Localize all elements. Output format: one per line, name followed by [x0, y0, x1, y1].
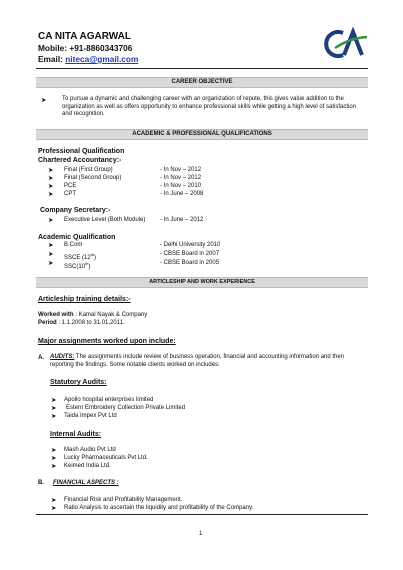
internal-item: Keimed India Ltd.	[64, 463, 111, 469]
ca-item-date: - In June – 2008	[160, 191, 204, 197]
arrow-icon: ➤	[48, 167, 54, 174]
financial-aspects-heading: FINANCIAL ASPECTS :	[53, 480, 119, 486]
articleship-bar: ARTICLESHIP AND WORK EXPERIENCE	[36, 277, 368, 288]
professional-qualification-heading: Professional Qualification	[38, 148, 125, 155]
ca-item-name: Final (Second Group)	[64, 175, 122, 181]
ca-item-name: Final (First Group)	[64, 167, 113, 173]
ca-item-name: PCE	[64, 183, 77, 189]
cs-heading: Company Secretary:-	[40, 207, 111, 214]
arrow-icon: ➤	[48, 260, 54, 267]
email-link[interactable]: niteca@gmail.com	[65, 54, 139, 64]
mobile-label: Mobile:	[38, 43, 70, 53]
internal-item: Lucky Pharmaceuticals Pvt Ltd.	[64, 455, 148, 461]
arrow-icon: ➤	[48, 191, 54, 198]
arrow-icon: ➤	[51, 463, 57, 470]
ca-item-date: - In Nov – 2012	[160, 167, 202, 173]
major-assignments-heading: Major assignments worked upon include:	[38, 338, 176, 345]
cs-item-date: - In June – 2012	[160, 217, 204, 223]
academic-item-name: B.Com	[64, 242, 83, 248]
arrow-icon: ➤	[51, 405, 57, 412]
email-label: Email:	[38, 54, 66, 64]
arrow-icon: ➤	[51, 497, 57, 504]
arrow-icon: ➤	[48, 183, 54, 190]
academic-bar: ACADEMIC & PROFESSIONAL QUALIFICATIONS	[36, 129, 368, 140]
arrow-icon: ➤	[48, 175, 54, 182]
academic-item-date: - CBSE Board in 2005	[160, 260, 220, 266]
statutory-item: Estern Embroidery Collection Private Limited	[66, 405, 186, 411]
period-line: Period : 1.1.2008 to 31.01.2011.	[38, 320, 125, 326]
cs-item-name: Executive Level (Both Module)	[64, 217, 146, 223]
arrow-icon: ➤	[41, 97, 47, 104]
financial-item: Financial Risk and Profitability Management.	[64, 497, 183, 503]
arrow-icon: ➤	[51, 413, 57, 420]
statutory-audits-heading: Statutory Audits:	[50, 379, 107, 386]
header-divider	[36, 68, 368, 69]
arrow-icon: ➤	[51, 455, 57, 462]
ca-logo	[322, 24, 370, 64]
career-objective-text: To pursue a dynamic and challenging career with an organization of repute, this gives value addition to the organization as well as offers opportunity to enhance professional skills while getting a high level of satisfaction and recognition.	[62, 96, 357, 117]
footer-divider	[36, 514, 368, 515]
arrow-icon: ➤	[51, 447, 57, 454]
page-number: 1	[199, 531, 203, 537]
academic-item-name: SSCE (12th)	[64, 252, 97, 261]
academic-item-name: SSC(10th)	[64, 261, 91, 270]
internal-audits-heading: Internal Audits:	[50, 431, 102, 438]
ca-item-name: CPT	[64, 191, 76, 197]
statutory-item: Apollo hospital enterprises limited	[64, 397, 154, 403]
arrow-icon: ➤	[51, 505, 57, 512]
section-a-marker: A.	[38, 355, 44, 361]
arrow-icon: ➤	[48, 242, 54, 249]
statutory-item: Taida Impex Pvt Ltd	[64, 413, 117, 419]
training-heading: Articleship training details:-	[38, 296, 131, 303]
section-b-marker: B.	[38, 480, 44, 486]
candidate-name: CA NITA AGARWAL	[38, 31, 131, 42]
arrow-icon: ➤	[48, 251, 54, 258]
arrow-icon: ➤	[48, 217, 54, 224]
arrow-icon: ➤	[51, 397, 57, 404]
audits-paragraph: AUDITS: The assignments include review of business operation, financial and accounting information and then reporting the findings. Some notable clients worked on includes:	[50, 354, 345, 368]
ca-heading: Chartered Accountancy:-	[38, 157, 122, 164]
mobile-line	[38, 43, 132, 53]
ca-logo-a	[344, 32, 362, 55]
academic-qualification-heading: Academic Qualification	[38, 234, 116, 241]
internal-item: Mash Audio Pvt Ltd	[64, 447, 116, 453]
academic-item-date: - CBSE Board in 2007	[160, 251, 220, 257]
financial-item: Ratio Analysis to ascertain the liquidity and profitability of the Company.	[64, 505, 254, 511]
ca-item-date: - In Nov – 2012	[160, 175, 202, 181]
email-line	[38, 54, 138, 64]
worked-with-line: Worked with : Kamal Nayak & Company	[38, 312, 148, 318]
mobile-number: +91-8860343706	[69, 43, 133, 53]
career-objective-bar: CAREER OBJECTIVE	[36, 77, 368, 88]
ca-item-date: - In Nov – 2010	[160, 183, 202, 189]
academic-item-date: - Delhi University 2010	[160, 242, 221, 248]
